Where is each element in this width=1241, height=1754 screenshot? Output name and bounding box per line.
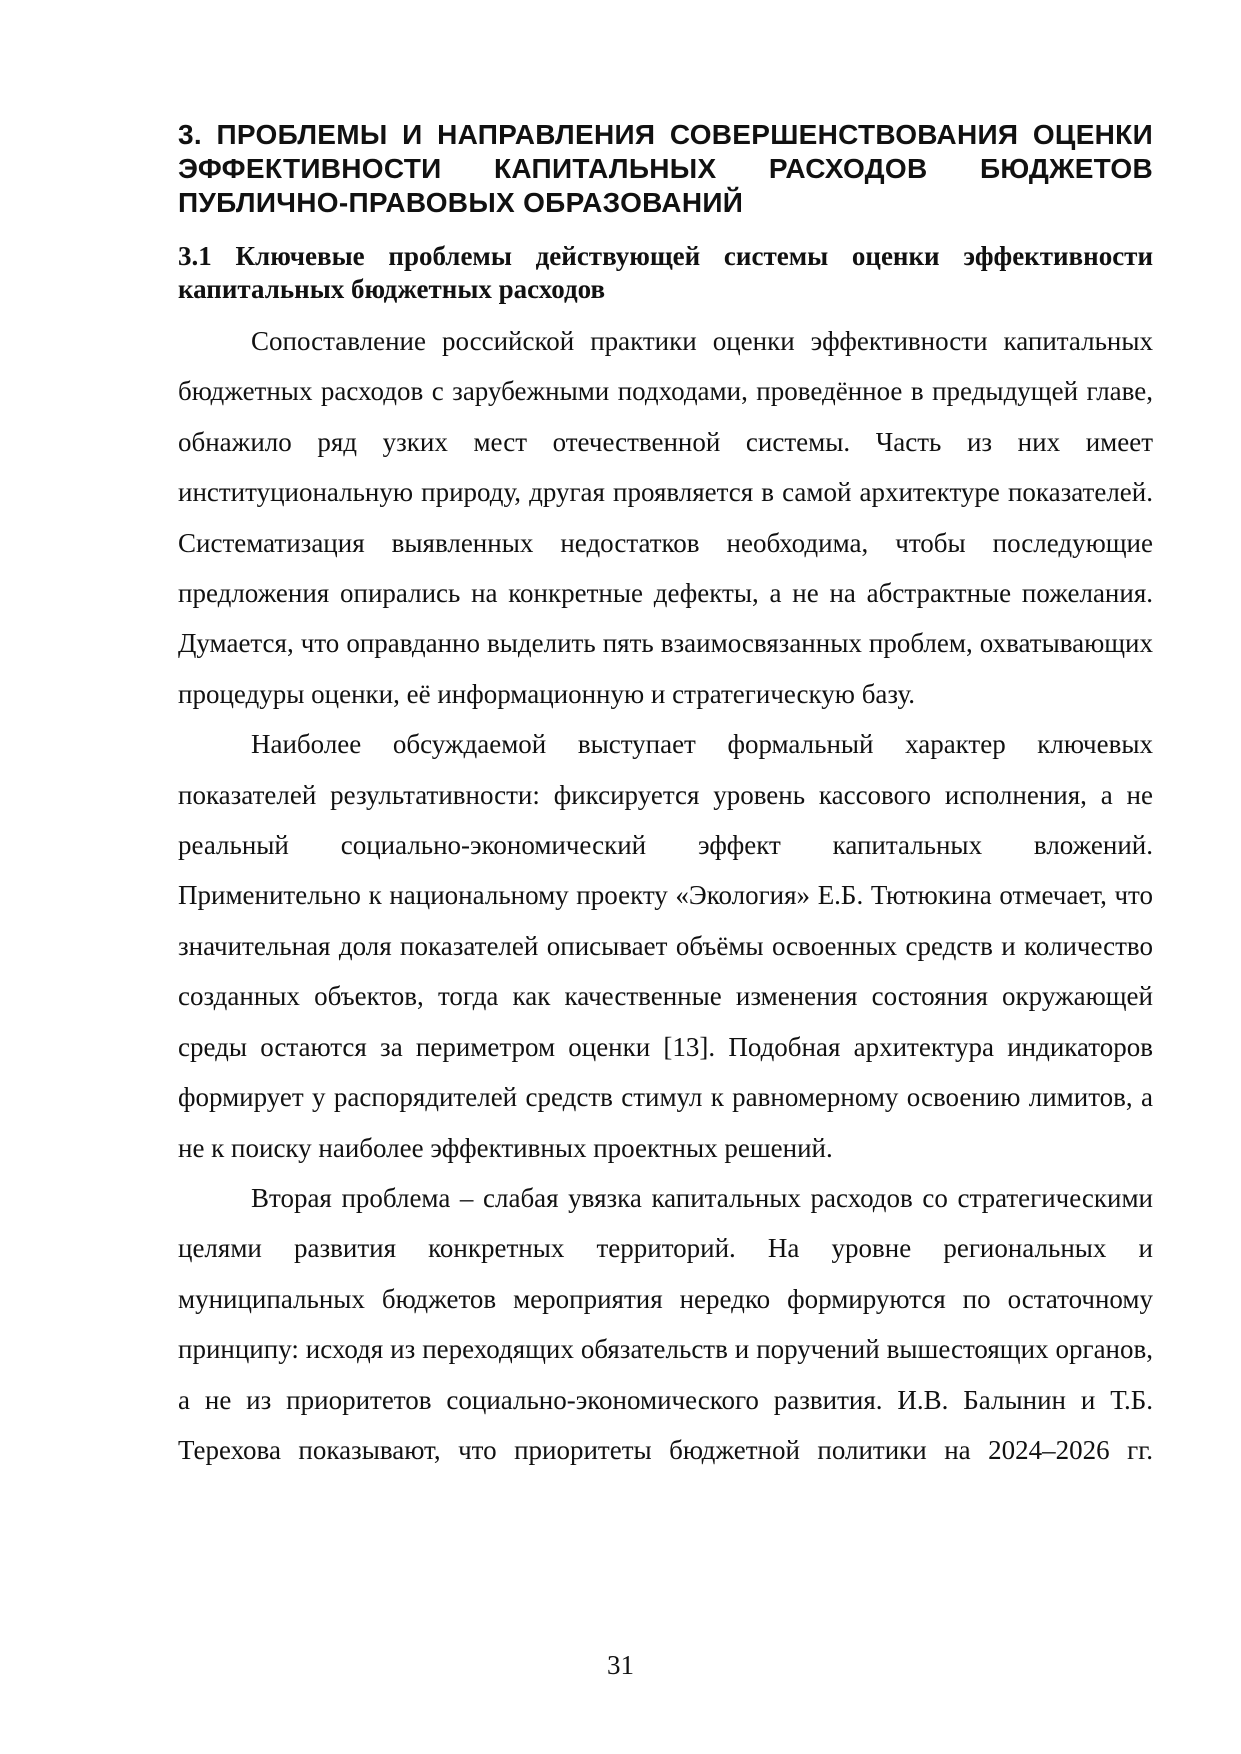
chapter-title: 3. ПРОБЛЕМЫ И НАПРАВЛЕНИЯ СОВЕРШЕНСТВОВАНИЯ ОЦЕНКИ ЭФФЕКТИВНОСТИ КАПИТАЛЬНЫХ РАСХОДОВ БЮДЖЕТОВ ПУБЛИЧНО-ПРАВОВЫХ ОБРАЗОВАНИЙ	[178, 119, 1153, 218]
body-paragraph-3: Вторая проблема – слабая увязка капитальных расходов со стратегическими целями развития конкретных территорий. На уровне региональных и муниципальных бюджетов мероприятия нередко формируются по остаточному принципу: исходя из переходящих обязательств и поручений вышестоящих органов, а не из приоритетов социально-экономического развития. И.В. Балынин и Т.Б. Терехова показывают, что приоритеты бюджетной политики на 2024–2026 гг.	[178, 1182, 1153, 1465]
section-title: 3.1 Ключевые проблемы действующей системы оценки эффективности капитальных бюджетных расходов	[178, 241, 1153, 304]
page-number: 31	[607, 1650, 634, 1680]
body-paragraph-2: Наиболее обсуждаемой выступает формальный характер ключевых показателей результативности: фиксируется уровень кассового исполнения, а не реальный социально-экономический эффект капитальных вложений. Применительно к национальному проекту «Экология» Е.Б. Тютюкина отмечает, что значительная доля показателей описывает объёмы освоенных средств и количество созданных объектов, тогда как качественные изменения состояния окружающей среды остаются за периметром оценки [13]. Подобная архитектура индикаторов формирует у распорядителей средств стимул к равномерному освоению лимитов, а не к поиску наиболее эффективных проектных решений.	[178, 729, 1153, 1163]
page-content	[178, 118, 1153, 1475]
body-paragraph-1: Сопоставление российской практики оценки эффективности капитальных бюджетных расходов с зарубежными подходами, проведённое в предыдущей главе, обнажило ряд узких мест отечественной системы. Часть из них имеет институциональную природу, другая проявляется в самой архитектуре показателей. Систематизация выявленных недостатков необходима, чтобы последующие предложения опирались на конкретные дефекты, а не на абстрактные пожелания. Думается, что оправданно выделить пять взаимосвязанных проблем, охватывающих процедуры оценки, её информационную и стратегическую базу.	[178, 326, 1153, 709]
